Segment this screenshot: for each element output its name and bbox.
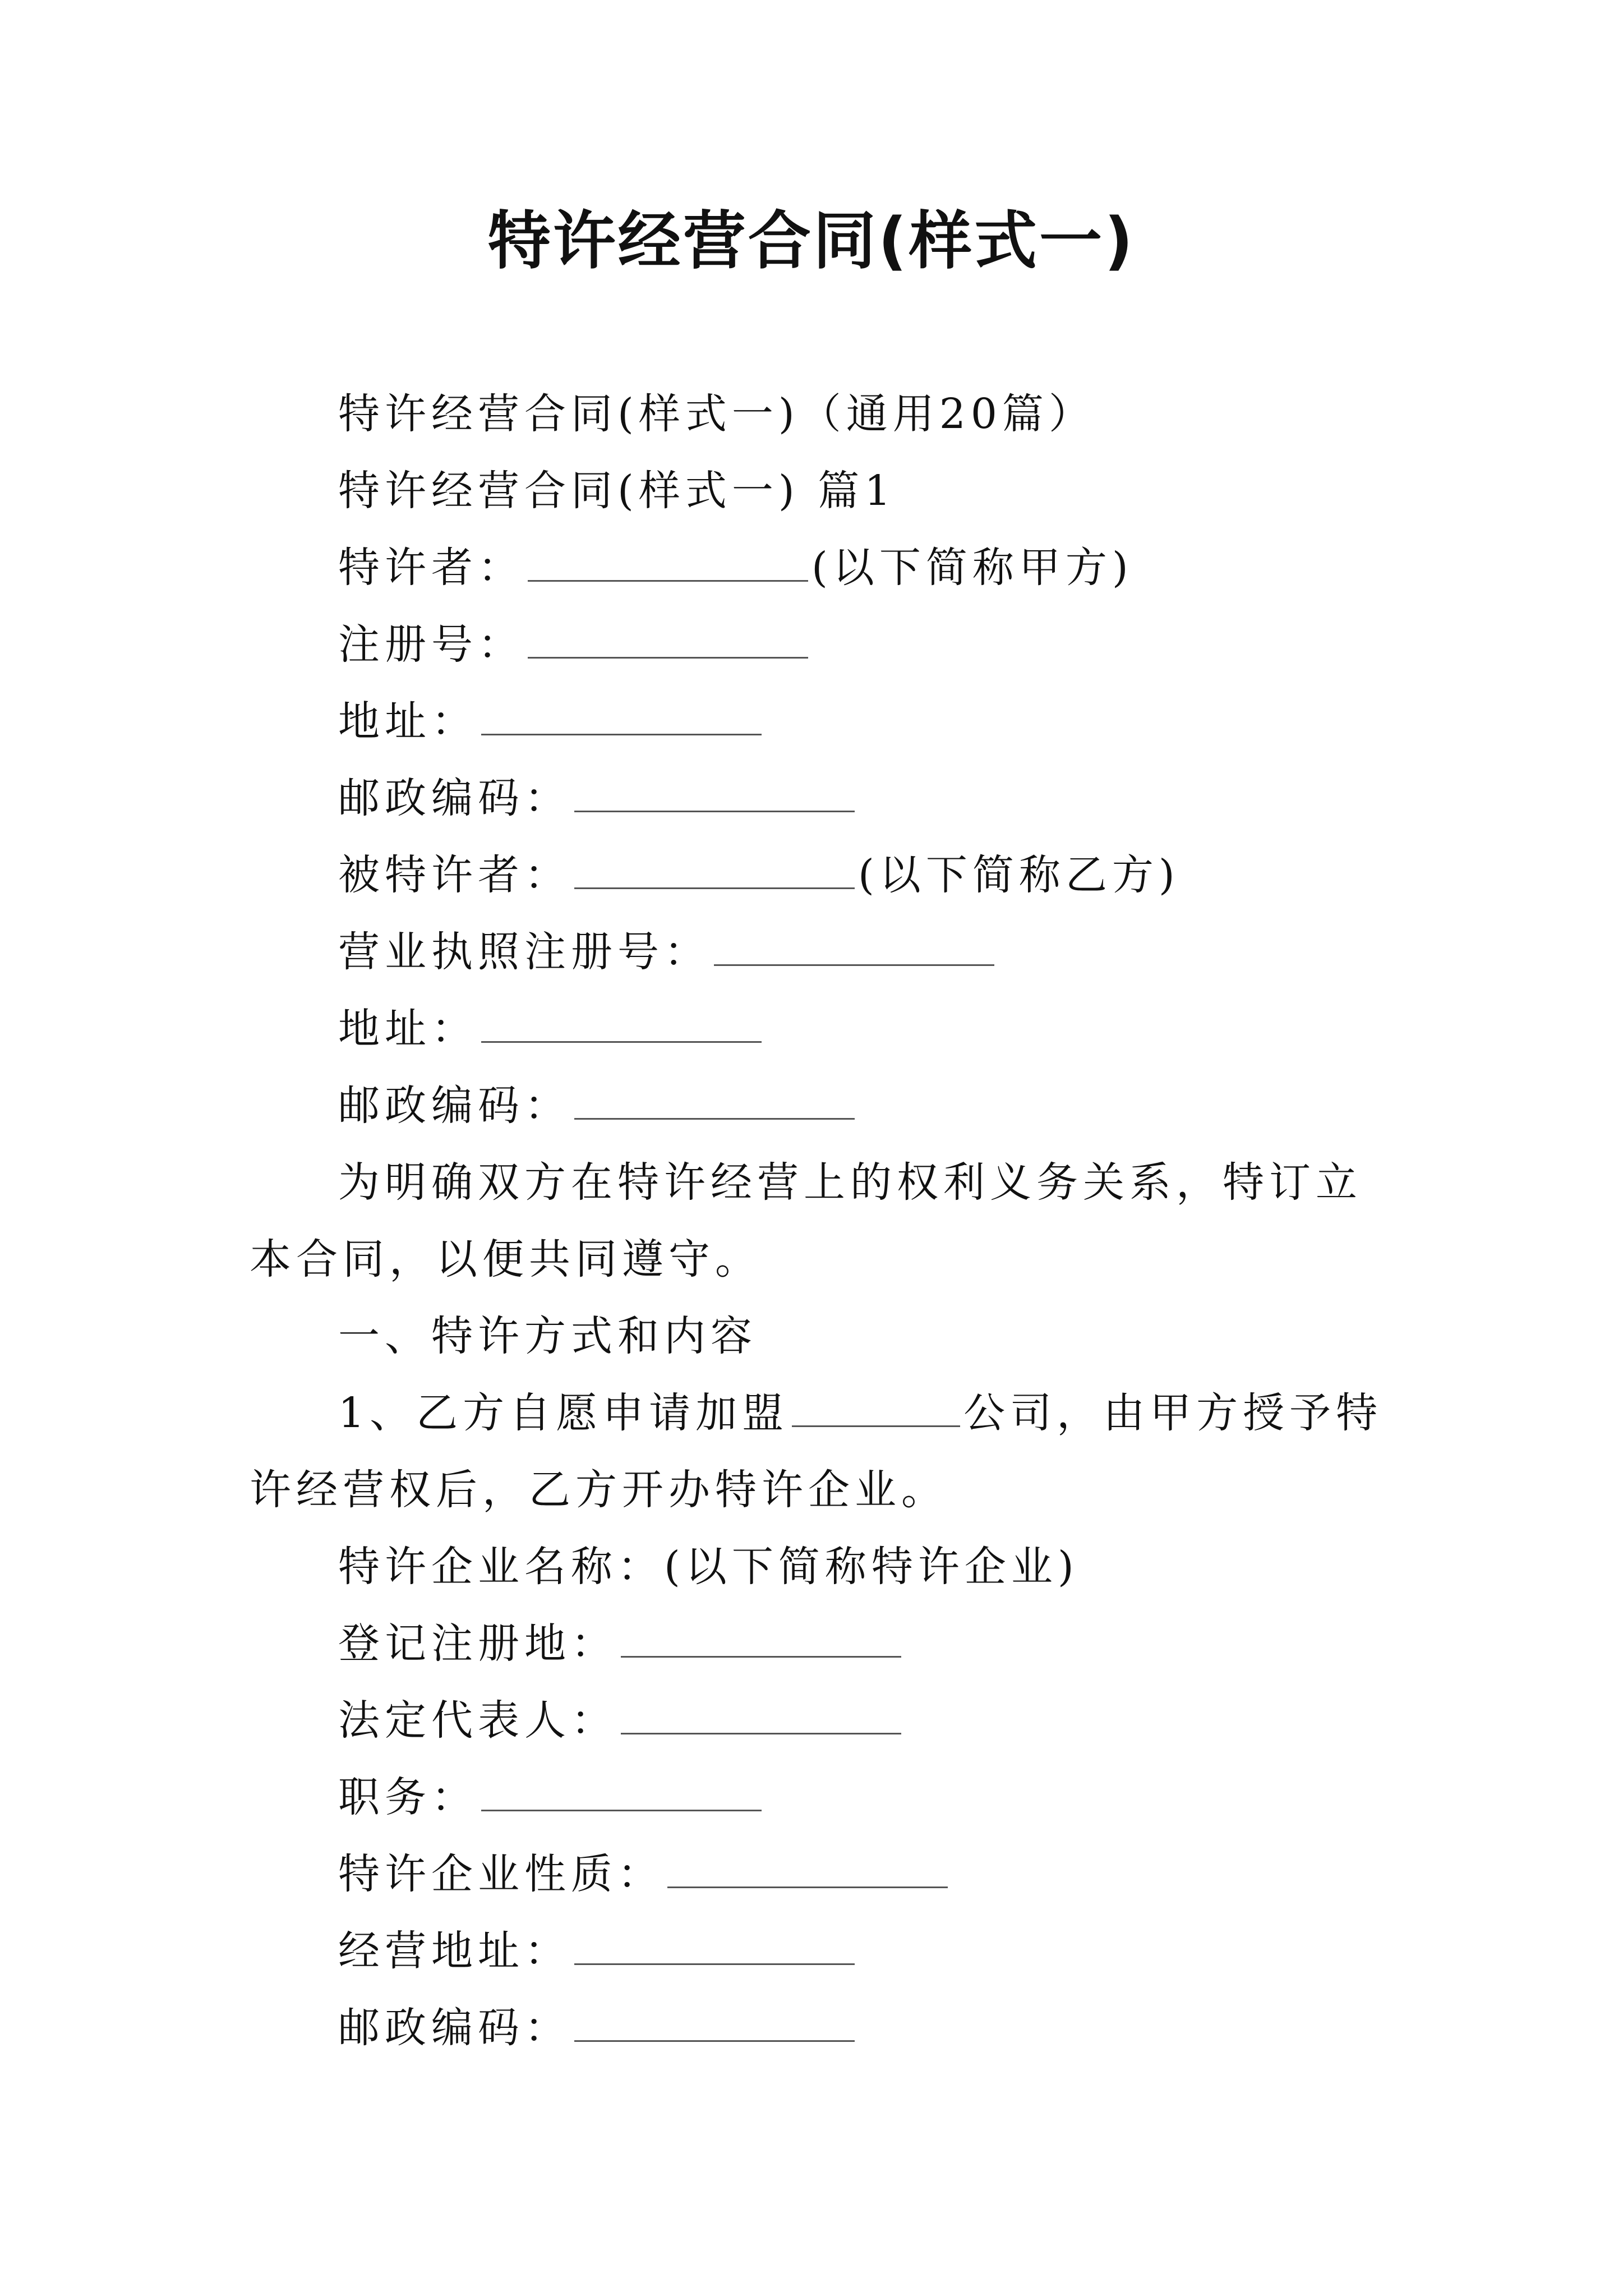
franchisee-postcode-blank[interactable] [574,1085,855,1120]
franchisee-postcode-line [250,1068,1394,1144]
registration-no-line [250,606,1394,683]
section-heading: 特许经营合同(样式一) 篇1 [338,467,896,515]
registered-place-blank[interactable] [621,1623,901,1658]
clause-one-heading: 一、特许方式和内容 [338,1312,757,1360]
enterprise-postcode-label: 邮政编码： [338,2004,571,2052]
document-title: 特许经营合同(样式一) [487,205,1136,278]
franchisee-address-label: 地址： [338,1005,478,1053]
franchisor-line [250,530,1394,606]
business-license-line [250,914,1394,991]
legal-rep-line [250,1682,1394,1759]
enterprise-nature-blank[interactable] [667,1854,948,1888]
business-license-blank[interactable] [714,932,994,966]
franchisor-label: 特许者： [338,544,524,592]
franchisee-line [250,837,1394,914]
franchisee-address-line [250,991,1394,1068]
company-name-blank[interactable] [792,1393,960,1427]
business-address-line [250,1913,1394,1990]
franchisee-address-blank[interactable] [481,1009,762,1043]
legal-rep-label: 法定代表人： [338,1696,617,1745]
registered-place-label: 登记注册地： [338,1619,617,1668]
legal-rep-blank[interactable] [621,1700,901,1734]
franchisor-address-line [250,683,1394,760]
franchisor-address-label: 地址： [338,697,478,746]
franchisor-address-blank[interactable] [481,701,762,735]
document-subtitle: 特许经营合同(样式一)（通用20篇） [338,390,1095,438]
enterprise-postcode-blank[interactable] [574,2008,855,2042]
franchisor-suffix: (以下简称甲方) [811,544,1133,592]
enterprise-nature-line [250,1836,1394,1913]
purpose-paragraph: 为明确双方在特许经营上的权利义务关系，特订立本合同，以便共同遵守。 [250,1158,1362,1283]
franchisee-postcode-label: 邮政编码： [338,1082,571,1130]
franchisor-postcode-blank[interactable] [574,778,855,812]
position-label: 职务： [338,1773,478,1821]
business-address-label: 经营地址： [338,1927,571,1975]
clause-one-item1 [250,1375,1394,1529]
franchisor-blank[interactable] [528,547,808,582]
franchisor-postcode-line [250,760,1394,837]
franchisor-postcode-label: 邮政编码： [338,774,571,822]
enterprise-postcode-line [250,1990,1394,2067]
enterprise-name-line: 特许企业名称：(以下简称特许企业) [338,1543,1079,1591]
business-address-blank[interactable] [574,1931,855,1965]
document-body [250,376,1394,2067]
registration-no-label: 注册号： [338,620,524,669]
position-blank[interactable] [481,1777,762,1811]
enterprise-nature-label: 特许企业性质： [338,1850,664,1898]
registered-place-line [250,1605,1394,1682]
franchisee-suffix: (以下简称乙方) [858,851,1180,899]
business-license-label: 营业执照注册号： [338,928,711,976]
franchisee-blank[interactable] [574,855,855,889]
registration-no-blank[interactable] [528,624,808,659]
clause-one-item1-suffix: 公司，由甲方授予特许经营权后，乙方开办特许企业。 [250,1389,1383,1514]
franchisee-label: 被特许者： [338,851,571,899]
clause-one-item1-prefix: 1、乙方自愿申请加盟 [338,1389,789,1437]
position-line [250,1759,1394,1836]
